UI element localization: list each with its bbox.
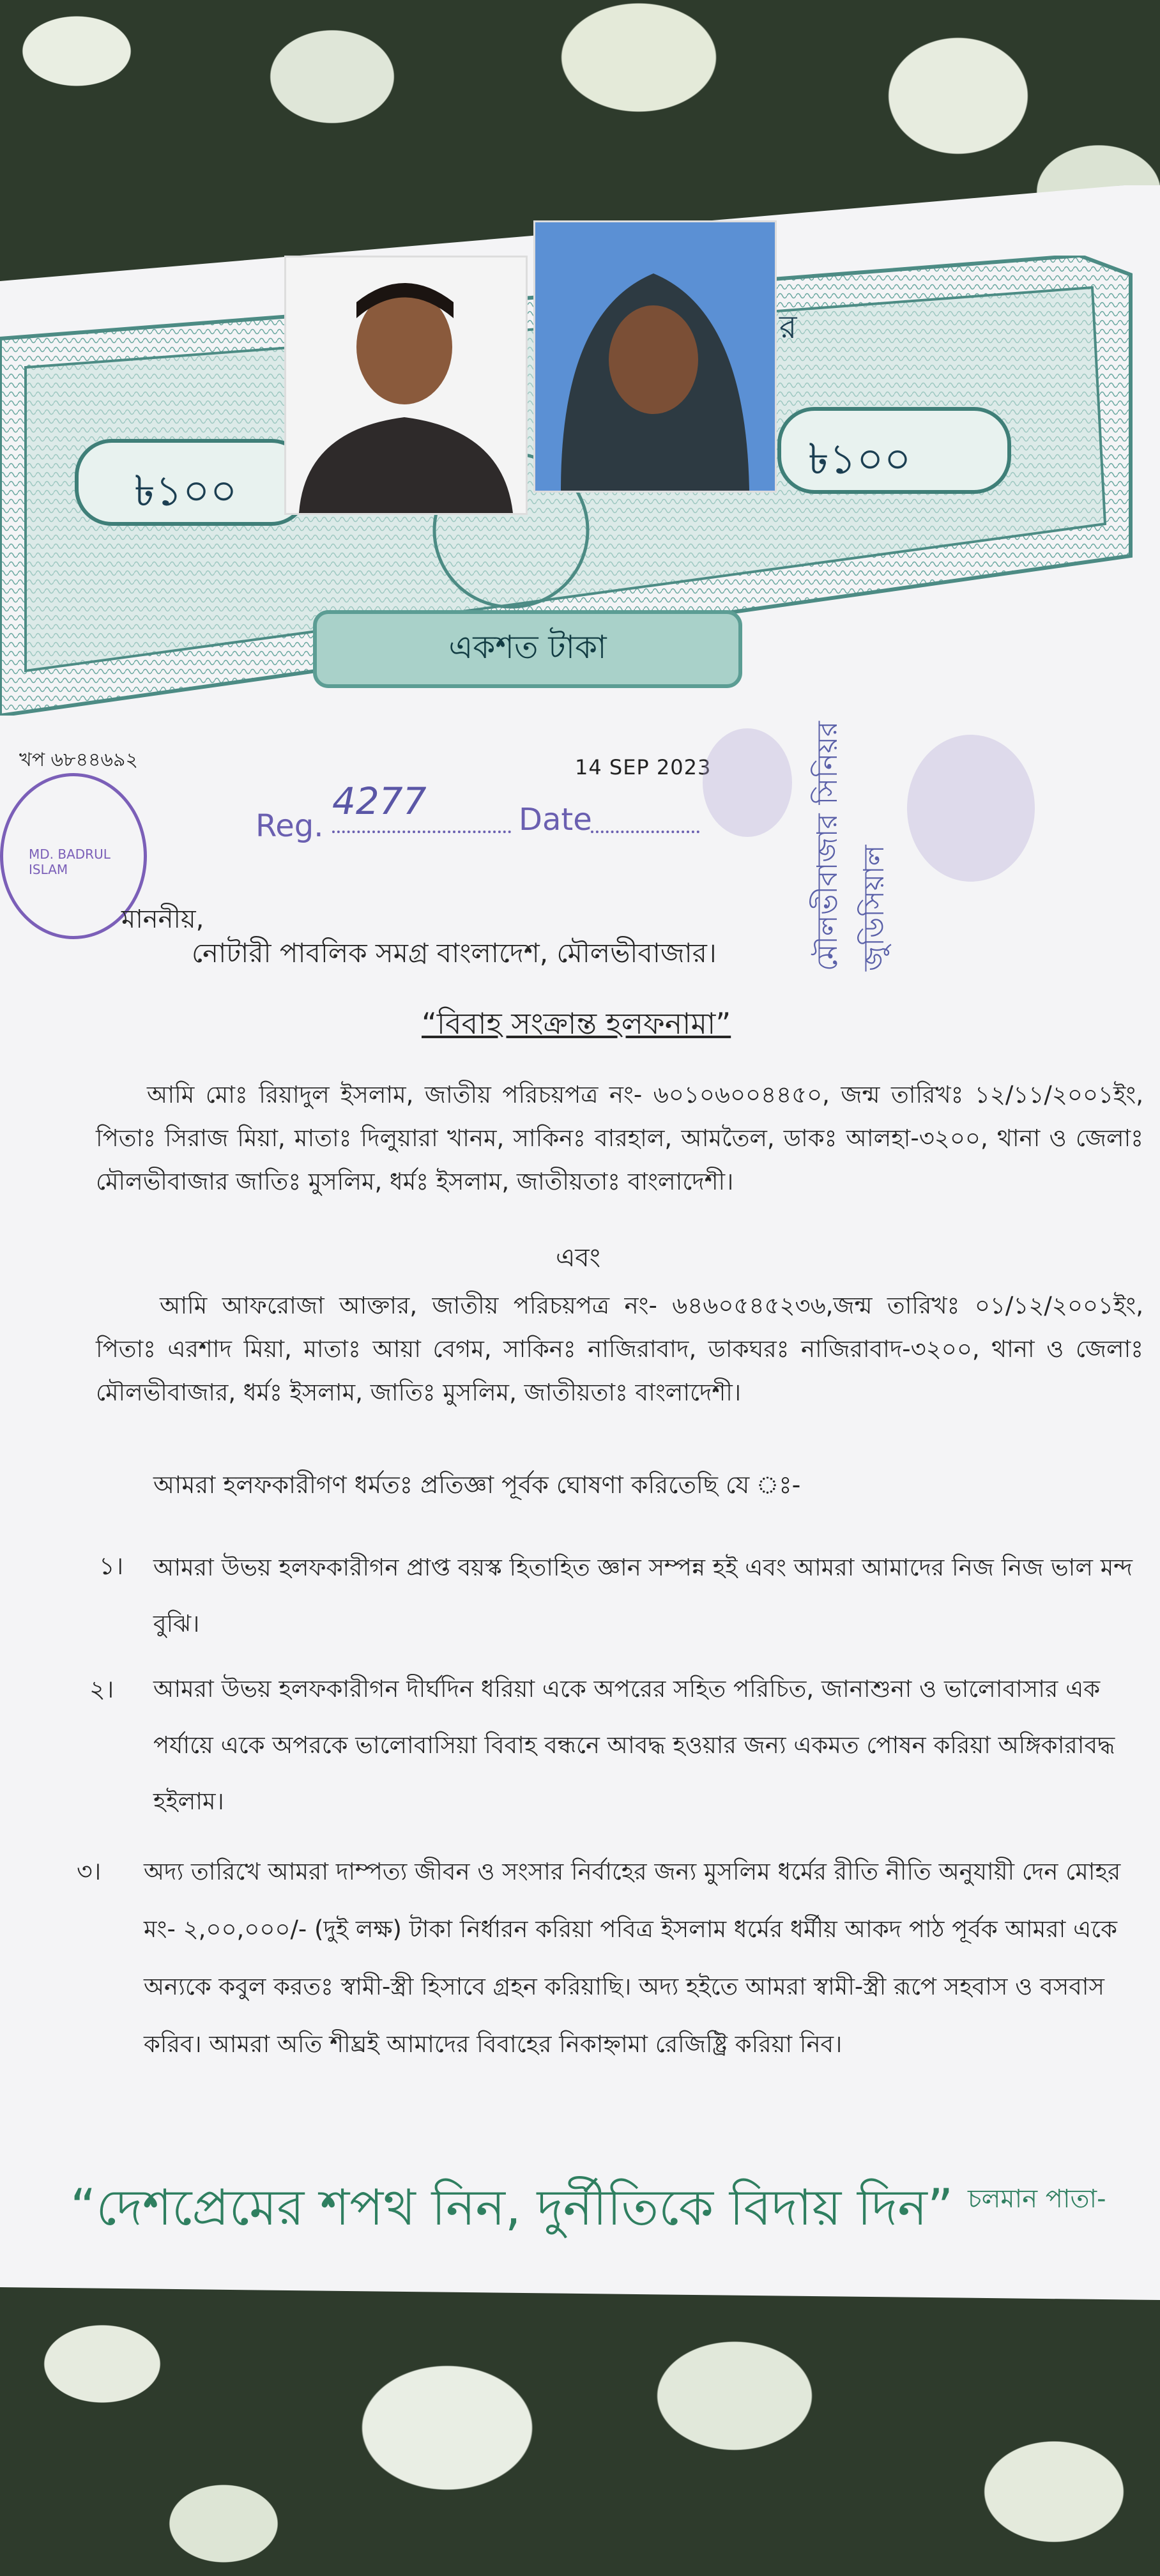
conjunction: এবং: [556, 1243, 600, 1273]
reg-dotted-line: [332, 831, 511, 833]
groom-photo: [284, 256, 528, 515]
paragraph-groom: আমি মোঃ রিয়াদুল ইসলাম, জাতীয় পরিচয়পত্র নং- ৬০১০৬০০৪৪৫০, জন্ম তারিখঃ ১২/১১/২০০১ইং, পিতাঃ সিরাজ মিয়া, মাতাঃ দিলুয়ারা খানম, সাকিনঃ বারহাল, আমতৈল, ডাকঃ আলহা-৩২০০, থানা ও জেলাঃ মৌলভীবাজার জাতিঃ মুসলিম, ধর্মঃ ইসলাম, জাতীয়তাঃ বাংলাদেশী।: [96, 1081, 1143, 1195]
stamp-serial: খপ ৬৮৪৪৬৯২: [19, 749, 138, 771]
declaration-item: আমরা উভয় হলফকারীগন দীর্ঘদিন ধরিয়া একে অপরের সহিত পরিচিত, জানাশুনা ও ভালোবাসার এক পর্যায়ে একে অপরকে ভালোবাসিয়া বিবাহ বন্ধনে আবদ্ধ হওয়ার জন্য একমত পোষন করিয়া অঙ্গিকারাবদ্ধ হইলাম।: [153, 1675, 1115, 1815]
item-number: ৩।: [77, 1857, 102, 1885]
item-number: ২।: [89, 1675, 114, 1703]
item-number: ১।: [99, 1552, 124, 1580]
date-dotted-line: [591, 831, 699, 833]
seal-text: MD. BADRUL ISLAM: [29, 847, 111, 877]
paragraph-bride: আমি আফরোজা আক্তার, জাতীয় পরিচয়পত্র নং- ৬৪৬০৫৪৫২৩৬,জন্ম তারিখঃ ০১/১২/২০০১ইং, পিতাঃ এরশাদ মিয়া, মাতাঃ আয়া বেগম, সাকিনঃ নাজিরাবাদ, ডাকঘরঃ নাজিরাবাদ-৩২০০, থানা ও জেলাঃ মৌলভীবাজার, ধর্মঃ ইসলাম, জাতিঃ মুসলিম, জাতীয়তাঃ বাংলাদেশী।: [96, 1292, 1143, 1406]
reg-label: Reg.: [256, 808, 324, 844]
declaration-item: আমরা উভয় হলফকারীগন প্রাপ্ত বয়স্ক হিতাহিত জ্ঞান সম্পন্ন হই এবং আমরা আমাদের নিজ নিজ ভাল মন্দ বুঝি।: [153, 1554, 1133, 1637]
stamp-caption: একশত টাকা: [313, 610, 742, 688]
ink-smudge: [703, 728, 792, 837]
greeting: মাননীয়,: [121, 905, 204, 934]
date-stamp: 14 SEP 2023: [575, 755, 712, 779]
declaration-item: অদ্য তারিখে আমরা দাম্পত্য জীবন ও সংসার নির্বাহের জন্য মুসলিম ধর্মের রীতি নীতি অনুযায়ী দেন মোহর মং- ২,০০,০০০/- (দুই লক্ষ) টাকা নির্ধারন করিয়া পবিত্র ইসলাম ধর্মের ধর্মীয় আকদ পাঠ পূর্বক আমরা একে অন্যকে কবুল করতঃ স্বামী-স্ত্রী হিসাবে গ্রহন করিয়াছি। অদ্য হইতে আমরা স্বামী-স্ত্রী রূপে সহবাস ও বসবাস করিব। আমরা অতি শীঘ্রই আমাদের বিবাহের নিকাহ্নামা রেজিষ্ট্রি করিয়া নিব।: [144, 1858, 1121, 2058]
footer-slogan: “দেশপ্রেমের শপথ নিন, দুর্নীতিকে বিদায় দিন”: [70, 2179, 954, 2237]
footer-continued: চলমান পাতা-: [968, 2184, 1106, 2214]
date-label: Date: [519, 802, 592, 838]
document-title: “বিবাহ সংক্রান্ত হলফনামা”: [422, 1006, 731, 1041]
reg-number: 4277: [332, 779, 427, 823]
bride-photo: [533, 220, 777, 493]
vertical-seal-stamp: মৌলভীবাজার সিনিয়র জুডিসিয়াল: [811, 721, 890, 971]
stamp-value-right: ৳১০০: [808, 434, 912, 484]
declaration-intro: আমরা হলফকারীগণ ধর্মতঃ প্রতিজ্ঞা পূর্বক ঘোষণা করিতেছি যে ঃ-: [153, 1471, 801, 1499]
stamp-value-left: ৳১০০: [134, 466, 238, 516]
addressee: নোটারী পাবলিক সমগ্র বাংলাদেশ, মৌলভীবাজার।: [192, 937, 717, 969]
stamp-top-right-text: র: [779, 309, 797, 346]
